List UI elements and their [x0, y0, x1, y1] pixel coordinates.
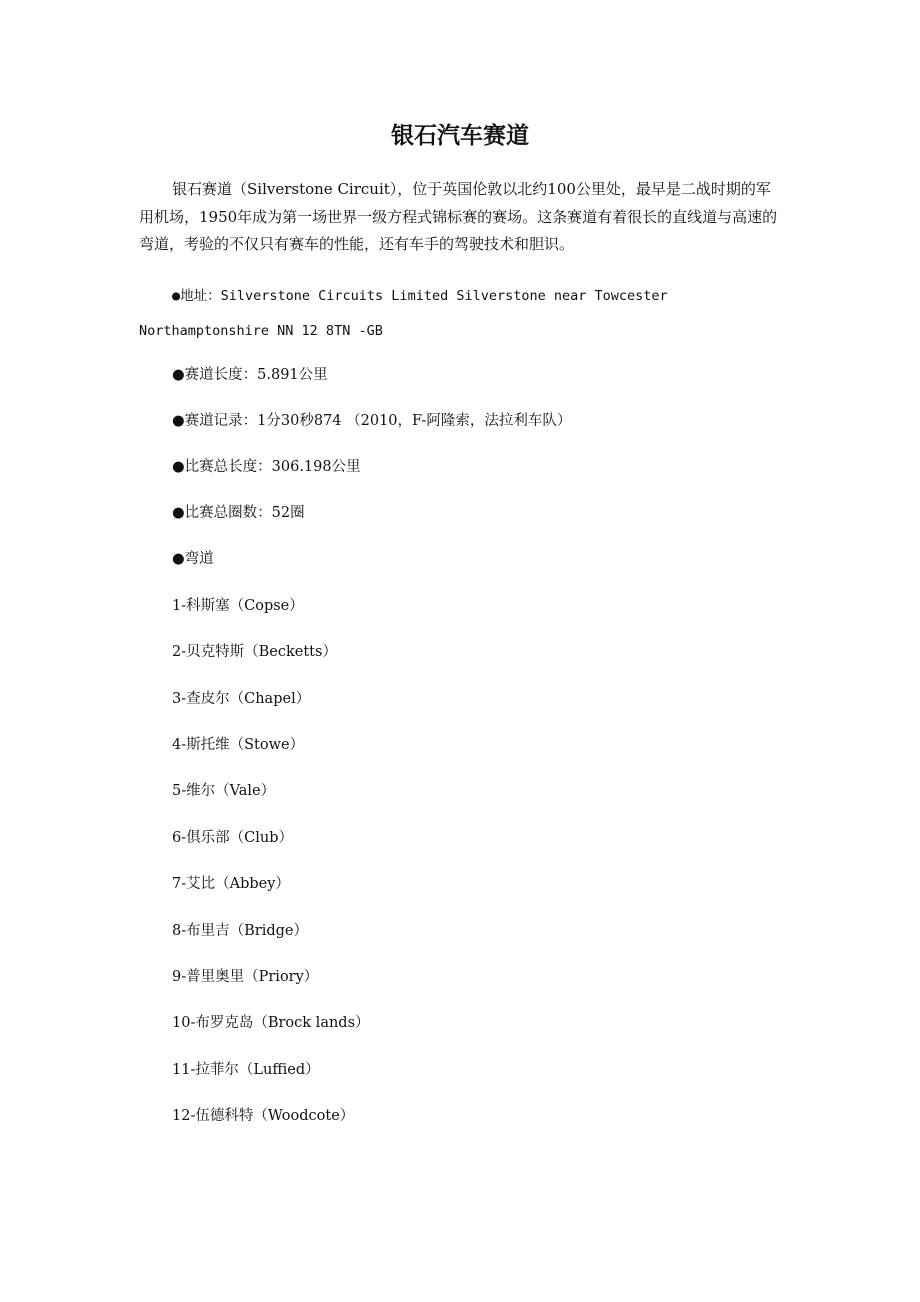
page-title: 银石汽车赛道 [391, 122, 529, 149]
corner-item: 7-艾比（Abbey） [172, 876, 290, 892]
race-laps: ●比赛总圈数：52圈 [172, 505, 305, 521]
track-length: ●赛道长度：5.891公里 [172, 367, 328, 383]
address-line-2: Northamptonshire NN 12 8TN -GB [139, 323, 383, 339]
corner-item: 3-查皮尔（Chapel） [172, 691, 311, 707]
corner-item: 10-布罗克岛（Brock lands） [172, 1015, 370, 1031]
track-record: ●赛道记录：1分30秒874 （2010，F-阿隆索，法拉利车队） [172, 413, 572, 429]
address-line-1: ●地址：Silverstone Circuits Limited Silverstone near Towcester [172, 288, 668, 304]
corner-item: 12-伍德科特（Woodcote） [172, 1108, 355, 1124]
corner-item: 11-拉菲尔（Luffied） [172, 1062, 320, 1078]
corners-heading: ●弯道 [172, 551, 214, 567]
intro-paragraph: 银石赛道（Silverstone Circuit），位于英国伦敦以北约100公里处，最早是二战时期的军用机场，1950年成为第一场世界一级方程式锦标赛的赛场。这条赛道有着很长的直线道与高速的弯道，考验的不仅只有赛车的性能，还有车手的驾驶技术和胆识。 [139, 180, 778, 253]
corner-item: 6-俱乐部（Club） [172, 830, 293, 846]
corner-item: 8-布里吉（Bridge） [172, 923, 308, 939]
corner-item: 1-科斯塞（Copse） [172, 598, 304, 614]
race-distance: ●比赛总长度：306.198公里 [172, 459, 361, 475]
corner-item: 5-维尔（Vale） [172, 783, 276, 799]
corner-item: 4-斯托维（Stowe） [172, 737, 305, 753]
corner-item: 2-贝克特斯（Becketts） [172, 644, 337, 660]
corner-item: 9-普里奥里（Priory） [172, 969, 319, 985]
